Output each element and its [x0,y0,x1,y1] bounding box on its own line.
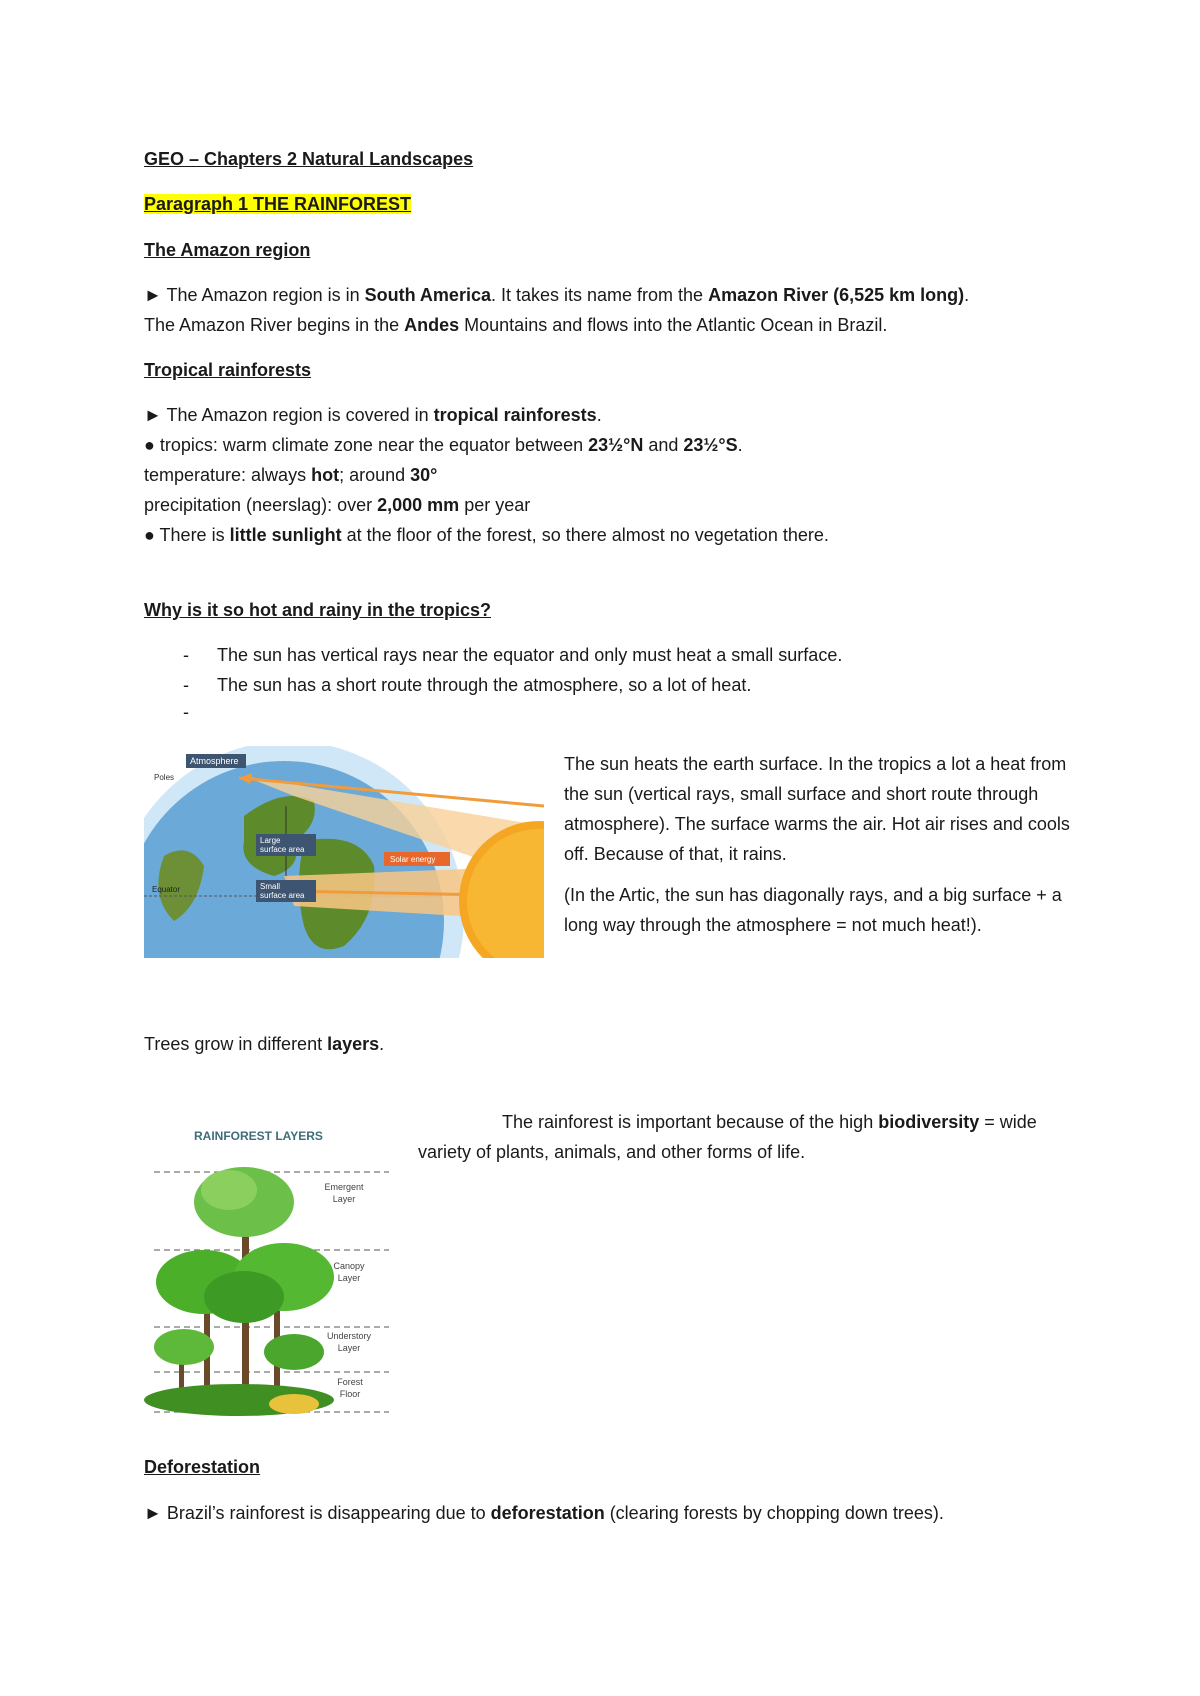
section-heading-deforestation: Deforestation [144,1457,261,1477]
emergent-label-2: Layer [332,1194,356,1204]
canopy-label-2: Layer [337,1273,361,1283]
tropical-line-1: ► The Amazon region is covered in tropical rainforests. [144,405,602,425]
rainforest-layers-diagram [144,1122,394,1420]
sun-heat-text: The sun heats the earth surface. In the tropics a lot a heat from the sun (vertical rays, small surface and short route through atmosphere). The surface warms the air. Hot air rises and cools off. Because of that, it rains. [564,754,1070,864]
biodiversity-text: The rainforest is important because of the high biodiversity = wide variety of plants, animals, and other forms of life. [418,1112,1037,1162]
artic-text: (In the Artic, the sun has diagonally rays, and a big surface + a long way through the atmosphere = not much heat!). [564,885,1062,935]
amazon-line-2: The Amazon River begins in the Andes Mountains and flows into the Atlantic Ocean in Brazil. [144,315,888,335]
small-area-label-2: surface area [260,891,305,900]
understory-label-2: Layer [337,1343,361,1353]
solar-energy-label: Solar energy [390,855,436,864]
emergent-canopy [201,1170,257,1210]
list-item-text: The sun has a short route through the atmosphere, so a lot of heat. [217,675,752,695]
canopy [204,1271,284,1323]
dash-marker: - [183,675,189,695]
atmosphere-label: Atmosphere [190,756,239,766]
understory [154,1329,214,1365]
dash-marker: - [183,702,189,722]
deforestation-line-1: ► Brazil’s rainforest is disappearing due to deforestation (clearing forests by chopping down trees). [144,1503,944,1523]
dash-marker: - [183,645,189,665]
globe-sun-illustration [144,746,544,958]
understory [264,1334,324,1370]
section-heading-amazon: The Amazon region [144,240,311,260]
tropical-line-2: ● tropics: warm climate zone near the equator between 23½°N and 23½°S. [144,435,743,455]
amazon-line-1: ► The Amazon region is in South America. It takes its name from the Amazon River (6,525 km long). [144,285,970,305]
section-heading-why: Why is it so hot and rainy in the tropics? [144,600,492,620]
poles-label: Poles [154,773,175,782]
forest-floor-label-2: Floor [339,1389,361,1399]
tropical-line-4: precipitation (neerslag): over 2,000 mm per year [144,495,531,515]
section-heading-tropical: Tropical rainforests [144,360,312,380]
flowers [269,1394,319,1414]
layers-intro: Trees grow in different layers. [144,1034,385,1054]
paragraph-title [144,192,411,216]
large-area-label-1: Large [260,836,281,845]
list-item-text: The sun has vertical rays near the equator and only must heat a small surface. [217,645,843,665]
canopy-label-1: Canopy [333,1261,365,1271]
emergent-label-1: Emergent [324,1182,364,1192]
document-title: GEO – Chapters 2 Natural Landscapes [144,149,474,169]
understory-label-1: Understory [326,1331,372,1341]
small-area-label-1: Small [260,882,281,891]
equator-label: Equator [152,885,181,894]
highlighted-title: Paragraph 1 THE RAINFOREST [144,194,412,214]
diagram-title: RAINFOREST LAYERS [194,1129,323,1143]
tropical-line-5: ● There is little sunlight at the floor of the forest, so there almost no vegetation there. [144,525,829,545]
large-area-label-2: surface area [260,845,305,854]
tropical-line-3: temperature: always hot; around 30° [144,465,438,485]
forest-floor-label-1: Forest [337,1377,363,1387]
